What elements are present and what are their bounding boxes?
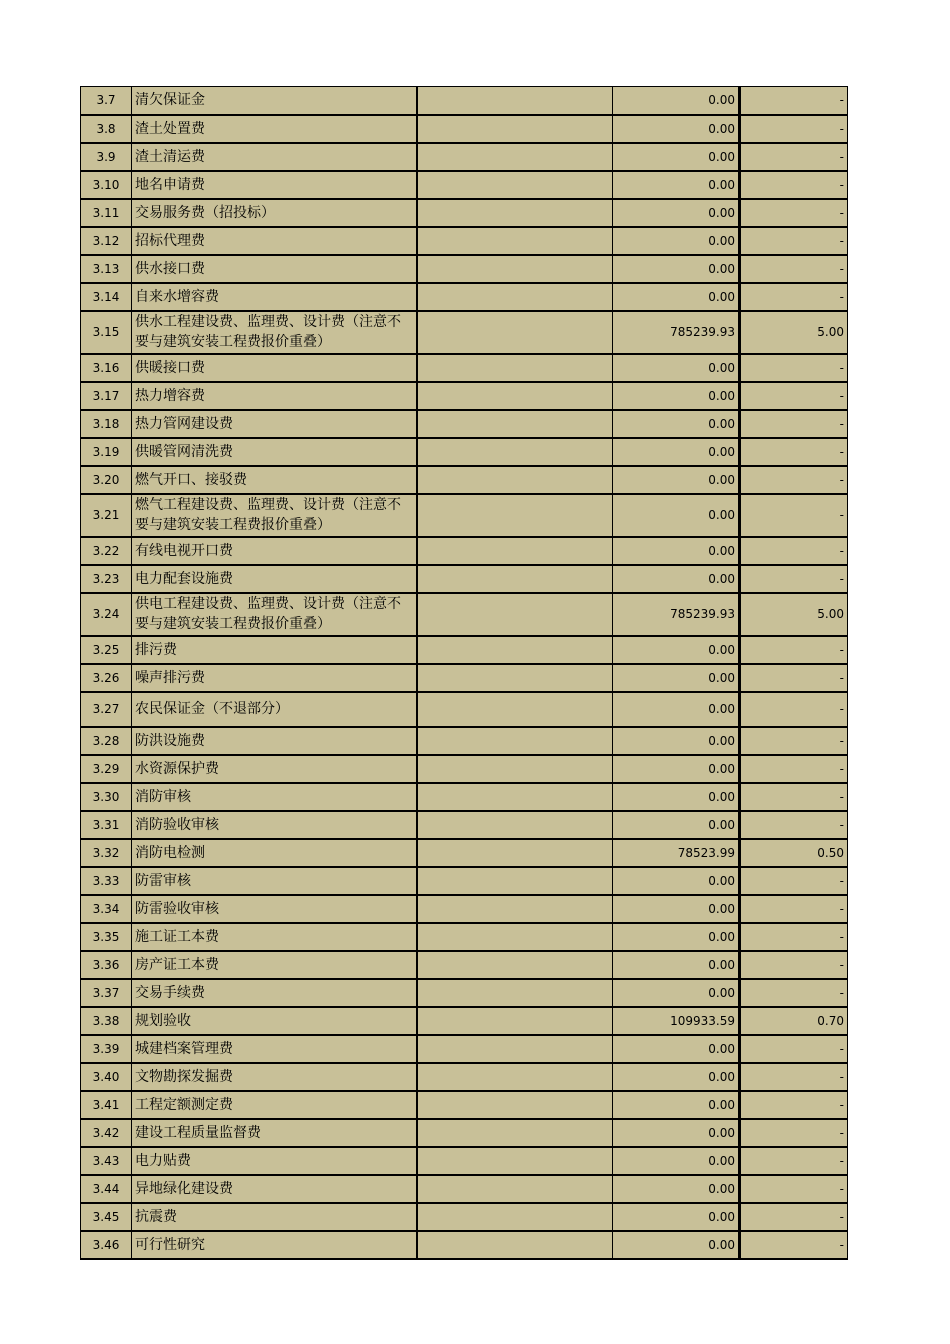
table-row: [81, 115, 848, 143]
amount-cell[interactable]: 0.00: [613, 227, 740, 255]
row-number-cell[interactable]: 3.41: [81, 1091, 132, 1119]
table-row: [81, 199, 848, 227]
row-number-cell[interactable]: 3.24: [81, 593, 132, 636]
row-number-cell[interactable]: 3.43: [81, 1147, 132, 1175]
row-number-cell[interactable]: 3.42: [81, 1119, 132, 1147]
amount-cell[interactable]: 0.00: [613, 664, 740, 692]
percent-cell[interactable]: -: [740, 466, 848, 494]
blank-cell[interactable]: [417, 199, 613, 227]
row-number-cell[interactable]: 3.38: [81, 1007, 132, 1035]
amount-cell[interactable]: 0.00: [613, 755, 740, 783]
table-row: [81, 1175, 848, 1203]
percent-cell[interactable]: -: [740, 199, 848, 227]
table-row: [81, 438, 848, 466]
percent-cell[interactable]: -: [740, 1231, 848, 1259]
fee-name-cell[interactable]: 房产证工本费: [132, 951, 418, 979]
table-row: [81, 839, 848, 867]
fee-name-cell[interactable]: 规划验收: [132, 1007, 418, 1035]
table-row: [81, 811, 848, 839]
amount-cell[interactable]: 0.00: [613, 466, 740, 494]
amount-cell[interactable]: 0.00: [613, 636, 740, 664]
row-number-cell[interactable]: 3.27: [81, 692, 132, 727]
blank-cell[interactable]: [417, 438, 613, 466]
blank-cell[interactable]: [417, 593, 613, 636]
amount-cell[interactable]: 78523.99: [613, 839, 740, 867]
amount-cell[interactable]: 0.00: [613, 494, 740, 537]
row-number-cell[interactable]: 3.13: [81, 255, 132, 283]
table-row: [81, 537, 848, 565]
blank-cell[interactable]: [417, 783, 613, 811]
percent-cell[interactable]: -: [740, 354, 848, 382]
table-row: [81, 466, 848, 494]
row-number-cell[interactable]: 3.14: [81, 283, 132, 311]
row-number-cell[interactable]: 3.20: [81, 466, 132, 494]
blank-cell[interactable]: [417, 1203, 613, 1231]
percent-cell[interactable]: -: [740, 727, 848, 755]
table-row: [81, 1231, 848, 1259]
table-row: [81, 227, 848, 255]
percent-cell[interactable]: -: [740, 87, 848, 115]
row-number-cell[interactable]: 3.23: [81, 565, 132, 593]
table-row: [81, 1007, 848, 1035]
blank-cell[interactable]: [417, 1091, 613, 1119]
fee-table: [80, 86, 848, 1260]
fee-name-cell[interactable]: 地名申请费: [132, 171, 418, 199]
table-row: [81, 382, 848, 410]
table-row: [81, 1035, 848, 1063]
amount-cell[interactable]: 0.00: [613, 1231, 740, 1259]
fee-name-cell[interactable]: 燃气工程建设费、监理费、设计费（注意不要与建筑安装工程费报价重叠）: [132, 494, 418, 537]
table-row: [81, 951, 848, 979]
row-number-cell[interactable]: 3.19: [81, 438, 132, 466]
fee-name-cell[interactable]: 自来水增容费: [132, 283, 418, 311]
row-number-cell[interactable]: 3.18: [81, 410, 132, 438]
percent-cell[interactable]: -: [740, 171, 848, 199]
table-row: [81, 867, 848, 895]
amount-cell[interactable]: 0.00: [613, 1147, 740, 1175]
fee-name-cell[interactable]: 建设工程质量监督费: [132, 1119, 418, 1147]
blank-cell[interactable]: [417, 1007, 613, 1035]
table-row: [81, 1147, 848, 1175]
fee-name-cell[interactable]: 供暖接口费: [132, 354, 418, 382]
table-row: [81, 979, 848, 1007]
table-row: [81, 565, 848, 593]
amount-cell[interactable]: 0.00: [613, 410, 740, 438]
percent-cell[interactable]: -: [740, 1091, 848, 1119]
blank-cell[interactable]: [417, 1035, 613, 1063]
fee-name-cell[interactable]: 交易服务费（招投标）: [132, 199, 418, 227]
percent-cell[interactable]: -: [740, 537, 848, 565]
fee-name-cell[interactable]: 消防验收审核: [132, 811, 418, 839]
table-row: [81, 87, 848, 115]
blank-cell[interactable]: [417, 1119, 613, 1147]
amount-cell[interactable]: 0.00: [613, 382, 740, 410]
row-number-cell[interactable]: 3.44: [81, 1175, 132, 1203]
blank-cell[interactable]: [417, 727, 613, 755]
percent-cell[interactable]: -: [740, 1175, 848, 1203]
blank-cell[interactable]: [417, 466, 613, 494]
table-row: [81, 311, 848, 354]
percent-cell[interactable]: -: [740, 1203, 848, 1231]
fee-name-cell[interactable]: 电力配套设施费: [132, 565, 418, 593]
row-number-cell[interactable]: 3.35: [81, 923, 132, 951]
fee-name-cell[interactable]: 防洪设施费: [132, 727, 418, 755]
row-number-cell[interactable]: 3.32: [81, 839, 132, 867]
table-row: [81, 1091, 848, 1119]
amount-cell[interactable]: 785239.93: [613, 311, 740, 354]
percent-cell[interactable]: -: [740, 410, 848, 438]
row-number-cell[interactable]: 3.29: [81, 755, 132, 783]
amount-cell[interactable]: 785239.93: [613, 593, 740, 636]
amount-cell[interactable]: 0.00: [613, 171, 740, 199]
fee-name-cell[interactable]: 招标代理费: [132, 227, 418, 255]
amount-cell[interactable]: 0.00: [613, 1091, 740, 1119]
fee-name-cell[interactable]: 农民保证金（不退部分）: [132, 692, 418, 727]
amount-cell[interactable]: 0.00: [613, 354, 740, 382]
amount-cell[interactable]: 109933.59: [613, 1007, 740, 1035]
blank-cell[interactable]: [417, 692, 613, 727]
table-row: [81, 143, 848, 171]
amount-cell[interactable]: 0.00: [613, 1203, 740, 1231]
fee-name-cell[interactable]: 消防审核: [132, 783, 418, 811]
fee-name-cell[interactable]: 防雷审核: [132, 867, 418, 895]
table-row: [81, 354, 848, 382]
percent-cell[interactable]: -: [740, 1147, 848, 1175]
table-row: [81, 410, 848, 438]
fee-name-cell[interactable]: 噪声排污费: [132, 664, 418, 692]
amount-cell[interactable]: 0.00: [613, 727, 740, 755]
fee-name-cell[interactable]: 抗震费: [132, 1203, 418, 1231]
blank-cell[interactable]: [417, 979, 613, 1007]
row-number-cell[interactable]: 3.16: [81, 354, 132, 382]
percent-cell[interactable]: -: [740, 494, 848, 537]
fee-name-cell[interactable]: 异地绿化建设费: [132, 1175, 418, 1203]
row-number-cell[interactable]: 3.9: [81, 143, 132, 171]
amount-cell[interactable]: 0.00: [613, 283, 740, 311]
table-row: [81, 494, 848, 537]
amount-cell[interactable]: 0.00: [613, 923, 740, 951]
fee-name-cell[interactable]: 电力贴费: [132, 1147, 418, 1175]
row-number-cell[interactable]: 3.7: [81, 87, 132, 115]
row-number-cell[interactable]: 3.11: [81, 199, 132, 227]
blank-cell[interactable]: [417, 255, 613, 283]
table-row: [81, 593, 848, 636]
blank-cell[interactable]: [417, 1175, 613, 1203]
row-number-cell[interactable]: 3.15: [81, 311, 132, 354]
fee-name-cell[interactable]: 有线电视开口费: [132, 537, 418, 565]
blank-cell[interactable]: [417, 171, 613, 199]
table-row: [81, 255, 848, 283]
fee-name-cell[interactable]: 城建档案管理费: [132, 1035, 418, 1063]
percent-cell[interactable]: -: [740, 255, 848, 283]
amount-cell[interactable]: 0.00: [613, 87, 740, 115]
row-number-cell[interactable]: 3.25: [81, 636, 132, 664]
percent-cell[interactable]: -: [740, 227, 848, 255]
amount-cell[interactable]: 0.00: [613, 1119, 740, 1147]
amount-cell[interactable]: 0.00: [613, 951, 740, 979]
fee-name-cell[interactable]: 渣土处置费: [132, 115, 418, 143]
fee-name-cell[interactable]: 清欠保证金: [132, 87, 418, 115]
blank-cell[interactable]: [417, 755, 613, 783]
row-number-cell[interactable]: 3.37: [81, 979, 132, 1007]
amount-cell[interactable]: 0.00: [613, 565, 740, 593]
table-row: [81, 171, 848, 199]
amount-cell[interactable]: 0.00: [613, 115, 740, 143]
amount-cell[interactable]: 0.00: [613, 979, 740, 1007]
amount-cell[interactable]: 0.00: [613, 199, 740, 227]
row-number-cell[interactable]: 3.12: [81, 227, 132, 255]
row-number-cell[interactable]: 3.28: [81, 727, 132, 755]
table-row: [81, 923, 848, 951]
amount-cell[interactable]: 0.00: [613, 692, 740, 727]
row-number-cell[interactable]: 3.36: [81, 951, 132, 979]
fee-name-cell[interactable]: 水资源保护费: [132, 755, 418, 783]
blank-cell[interactable]: [417, 923, 613, 951]
row-number-cell[interactable]: 3.26: [81, 664, 132, 692]
amount-cell[interactable]: 0.00: [613, 895, 740, 923]
amount-cell[interactable]: 0.00: [613, 255, 740, 283]
table-row: [81, 755, 848, 783]
percent-cell[interactable]: -: [740, 664, 848, 692]
fee-name-cell[interactable]: 热力管网建设费: [132, 410, 418, 438]
percent-cell[interactable]: 5.00: [740, 311, 848, 354]
amount-cell[interactable]: 0.00: [613, 1063, 740, 1091]
fee-name-cell[interactable]: 渣土清运费: [132, 143, 418, 171]
fee-name-cell[interactable]: 热力增容费: [132, 382, 418, 410]
blank-cell[interactable]: [417, 283, 613, 311]
table-row: [81, 1203, 848, 1231]
blank-cell[interactable]: [417, 1063, 613, 1091]
percent-cell[interactable]: -: [740, 283, 848, 311]
amount-cell[interactable]: 0.00: [613, 867, 740, 895]
fee-name-cell[interactable]: 供水接口费: [132, 255, 418, 283]
row-number-cell[interactable]: 3.34: [81, 895, 132, 923]
percent-cell[interactable]: -: [740, 1035, 848, 1063]
blank-cell[interactable]: [417, 839, 613, 867]
blank-cell[interactable]: [417, 115, 613, 143]
percent-cell[interactable]: -: [740, 565, 848, 593]
fee-table-body: [81, 87, 848, 1259]
fee-name-cell[interactable]: 可行性研究: [132, 1231, 418, 1259]
blank-cell[interactable]: [417, 867, 613, 895]
blank-cell[interactable]: [417, 311, 613, 354]
amount-cell[interactable]: 0.00: [613, 1175, 740, 1203]
percent-cell[interactable]: -: [740, 438, 848, 466]
percent-cell[interactable]: -: [740, 115, 848, 143]
fee-name-cell[interactable]: 施工证工本费: [132, 923, 418, 951]
fee-name-cell[interactable]: 供电工程建设费、监理费、设计费（注意不要与建筑安装工程费报价重叠）: [132, 593, 418, 636]
fee-name-cell[interactable]: 燃气开口、接驳费: [132, 466, 418, 494]
blank-cell[interactable]: [417, 354, 613, 382]
percent-cell[interactable]: -: [740, 867, 848, 895]
blank-cell[interactable]: [417, 494, 613, 537]
row-number-cell[interactable]: 3.31: [81, 811, 132, 839]
percent-cell[interactable]: -: [740, 692, 848, 727]
percent-cell[interactable]: 0.70: [740, 1007, 848, 1035]
percent-cell[interactable]: -: [740, 923, 848, 951]
blank-cell[interactable]: [417, 895, 613, 923]
table-row: [81, 664, 848, 692]
blank-cell[interactable]: [417, 1231, 613, 1259]
blank-cell[interactable]: [417, 410, 613, 438]
amount-cell[interactable]: 0.00: [613, 438, 740, 466]
fee-name-cell[interactable]: 排污费: [132, 636, 418, 664]
amount-cell[interactable]: 0.00: [613, 537, 740, 565]
row-number-cell[interactable]: 3.22: [81, 537, 132, 565]
blank-cell[interactable]: [417, 951, 613, 979]
blank-cell[interactable]: [417, 537, 613, 565]
percent-cell[interactable]: -: [740, 979, 848, 1007]
percent-cell[interactable]: 5.00: [740, 593, 848, 636]
row-number-cell[interactable]: 3.46: [81, 1231, 132, 1259]
fee-name-cell[interactable]: 消防电检测: [132, 839, 418, 867]
row-number-cell[interactable]: 3.33: [81, 867, 132, 895]
table-row: [81, 1063, 848, 1091]
percent-cell[interactable]: -: [740, 783, 848, 811]
percent-cell[interactable]: -: [740, 636, 848, 664]
row-number-cell[interactable]: 3.10: [81, 171, 132, 199]
table-row: [81, 783, 848, 811]
amount-cell[interactable]: 0.00: [613, 1035, 740, 1063]
fee-name-cell[interactable]: 防雷验收审核: [132, 895, 418, 923]
percent-cell[interactable]: -: [740, 143, 848, 171]
amount-cell[interactable]: 0.00: [613, 143, 740, 171]
blank-cell[interactable]: [417, 382, 613, 410]
blank-cell[interactable]: [417, 636, 613, 664]
row-number-cell[interactable]: 3.45: [81, 1203, 132, 1231]
percent-cell[interactable]: 0.50: [740, 839, 848, 867]
fee-name-cell[interactable]: 文物勘探发掘费: [132, 1063, 418, 1091]
table-row: [81, 636, 848, 664]
row-number-cell[interactable]: 3.39: [81, 1035, 132, 1063]
row-number-cell[interactable]: 3.17: [81, 382, 132, 410]
blank-cell[interactable]: [417, 811, 613, 839]
row-number-cell[interactable]: 3.30: [81, 783, 132, 811]
fee-name-cell[interactable]: 供暖管网清洗费: [132, 438, 418, 466]
fee-name-cell[interactable]: 交易手续费: [132, 979, 418, 1007]
percent-cell[interactable]: -: [740, 1063, 848, 1091]
percent-cell[interactable]: -: [740, 811, 848, 839]
blank-cell[interactable]: [417, 143, 613, 171]
blank-cell[interactable]: [417, 664, 613, 692]
table-row: [81, 283, 848, 311]
blank-cell[interactable]: [417, 227, 613, 255]
table-row: [81, 1119, 848, 1147]
percent-cell[interactable]: -: [740, 755, 848, 783]
percent-cell[interactable]: -: [740, 895, 848, 923]
table-row: [81, 895, 848, 923]
blank-cell[interactable]: [417, 1147, 613, 1175]
row-number-cell[interactable]: 3.8: [81, 115, 132, 143]
amount-cell[interactable]: 0.00: [613, 783, 740, 811]
row-number-cell[interactable]: 3.40: [81, 1063, 132, 1091]
blank-cell[interactable]: [417, 87, 613, 115]
row-number-cell[interactable]: 3.21: [81, 494, 132, 537]
table-row: [81, 727, 848, 755]
table-row: [81, 692, 848, 727]
fee-name-cell[interactable]: 供水工程建设费、监理费、设计费（注意不要与建筑安装工程费报价重叠）: [132, 311, 418, 354]
percent-cell[interactable]: -: [740, 1119, 848, 1147]
amount-cell[interactable]: 0.00: [613, 811, 740, 839]
percent-cell[interactable]: -: [740, 382, 848, 410]
percent-cell[interactable]: -: [740, 951, 848, 979]
blank-cell[interactable]: [417, 565, 613, 593]
fee-name-cell[interactable]: 工程定额测定费: [132, 1091, 418, 1119]
